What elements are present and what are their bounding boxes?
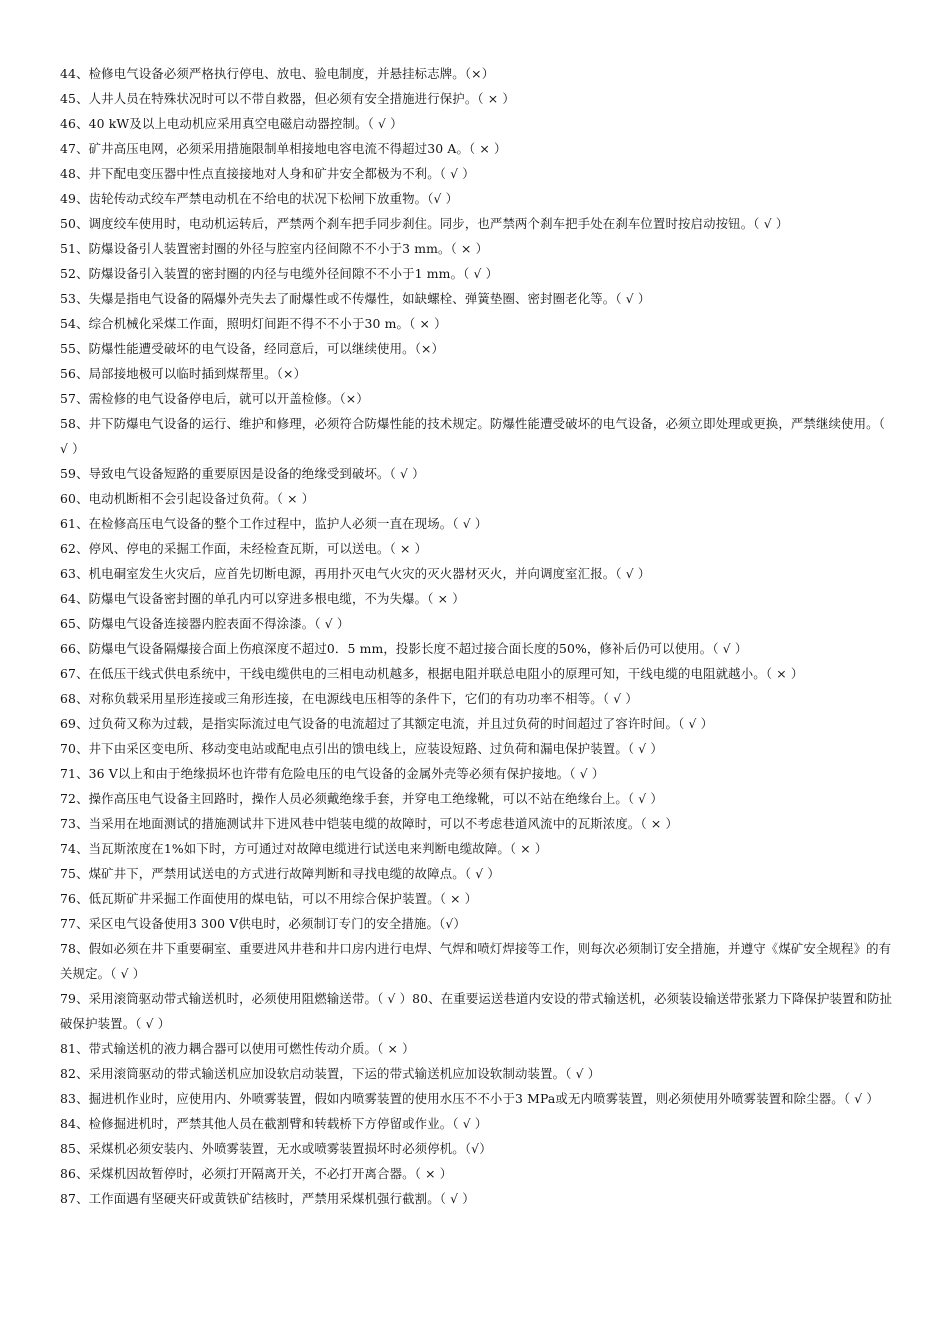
- question-81: 81、带式输送机的液力耦合器可以使用可燃性传动介质。（ × ）: [60, 1041, 415, 1056]
- question-54: 54、综合机械化采煤工作面，照明灯间距不得不不小于30 m。（ × ）: [60, 316, 447, 331]
- question-53: 53、失爆是指电气设备的隔爆外壳失去了耐爆性或不传爆性，如缺螺栓、弹簧垫圈、密封圈老化等。（ √ ）: [60, 291, 651, 306]
- question-46: 46、40 kW及以上电动机应采用真空电磁启动器控制。（ √ ）: [60, 116, 403, 131]
- question-48: 48、井下配电变压器中性点直接接地对人身和矿井安全都极为不利。（ √ ）: [60, 166, 475, 181]
- question-83: 83、掘进机作业时，应使用内、外喷雾装置，假如内喷雾装置的使用水压不不小于3 MPa或无内喷雾装置，则必须使用外喷雾装置和除尘器。（ √ ）: [60, 1091, 879, 1106]
- question-67: 67、在低压干线式供电系统中，干线电缆供电的三相电动机越多，根据电阻并联总电阻小的原理可知，干线电缆的电阻就越小。（ × ）: [60, 666, 804, 681]
- question-45: 45、人井人员在特殊状况时可以不带自救器，但必须有安全措施进行保护。（ × ）: [60, 91, 515, 106]
- question-78: 78、假如必须在井下重要硐室、重要进风井巷和井口房内进行电焊、气焊和喷灯焊接等工作，则每次必须制订安全措施，并遵守《煤矿安全规程》的有关规定。（ √ ）: [60, 941, 892, 981]
- question-44: 44、检修电气设备必须严格执行停电、放电、验电制度，并悬挂标志牌。（×）: [60, 66, 495, 81]
- question-71: 71、36 V以上和由于绝缘损坏也许带有危险电压的电气设备的金属外壳等必须有保护接地。（ √ ）: [60, 766, 605, 781]
- question-84: 84、检修掘进机时，严禁其他人员在截割臂和转载桥下方停留或作业。（ √ ）: [60, 1116, 488, 1131]
- question-70: 70、井下由采区变电所、移动变电站或配电点引出的馈电线上，应装设短路、过负荷和漏电保护装置。（ √ ）: [60, 741, 663, 756]
- question-65: 65、防爆电气设备连接器内腔表面不得涂漆。（ √ ）: [60, 616, 350, 631]
- question-87: 87、工作面遇有坚硬夹矸或黄铁矿结核时，严禁用采煤机强行截割。（ √ ）: [60, 1191, 475, 1206]
- question-47: 47、矿井高压电网，必须采用措施限制单相接地电容电流不得超过30 A。（ × ）: [60, 141, 507, 156]
- question-55: 55、防爆性能遭受破坏的电气设备，经同意后，可以继续使用。（×）: [60, 341, 445, 356]
- question-50: 50、调度绞车使用时，电动机运转后，严禁两个刹车把手同步刹住。同步，也严禁两个刹车把手处在刹车位置时按启动按钮。（ √ ）: [60, 216, 789, 231]
- question-61: 61、在检修高压电气设备的整个工作过程中，监护人必须一直在现场。（ √ ）: [60, 516, 488, 531]
- question-74: 74、当瓦斯浓度在1%如下时，方可通过对故障电缆进行试送电来判断电缆故障。（ × ）: [60, 841, 548, 856]
- question-58: 58、井下防爆电气设备的运行、维护和修理，必须符合防爆性能的技术规定。防爆性能遭受破坏的电气设备，必须立即处理或更换，严禁继续使用。（ √ ）: [60, 416, 886, 456]
- question-68: 68、对称负载采用星形连接或三角形连接，在电源线电压相等的条件下，它们的有功功率不相等。（ √ ）: [60, 691, 638, 706]
- question-63: 63、机电硐室发生火灾后，应首先切断电源，再用扑灭电气火灾的灭火器材灭火，并向调度室汇报。（ √ ）: [60, 566, 651, 581]
- question-86: 86、采煤机因故暂停时，必须打开隔离开关，不必打开离合器。（ × ）: [60, 1166, 453, 1181]
- question-66: 66、防爆电气设备隔爆接合面上伤痕深度不超过0．5 mm，投影长度不超过接合面长度的50%，修补后仍可以使用。（ √ ）: [60, 641, 748, 656]
- question-73: 73、当采用在地面测试的措施测试井下进风巷中铠装电缆的故障时，可以不考虑巷道风流中的瓦斯浓度。（ × ）: [60, 816, 678, 831]
- question-56: 56、局部接地极可以临时插到煤帮里。（×）: [60, 366, 307, 381]
- question-85: 85、采煤机必须安装内、外喷雾装置，无水或喷雾装置损坏时必须停机。（√）: [60, 1141, 492, 1156]
- question-75: 75、煤矿井下，严禁用试送电的方式进行故障判断和寻找电缆的故障点。（ √ ）: [60, 866, 500, 881]
- question-77: 77、采区电气设备使用3 300 V供电时，必须制订专门的安全措施。（√）: [60, 916, 466, 931]
- question-60: 60、电动机断相不会引起设备过负荷。（ × ）: [60, 491, 315, 506]
- question-72: 72、操作高压电气设备主回路时，操作人员必须戴绝缘手套，并穿电工绝缘靴，可以不站在绝缘台上。（ √ ）: [60, 791, 663, 806]
- question-49: 49、齿轮传动式绞车严禁电动机在不给电的状况下松闸下放重物。（√ ）: [60, 191, 459, 206]
- question-64: 64、防爆电气设备密封圈的单孔内可以穿进多根电缆，不为失爆。（ × ）: [60, 591, 465, 606]
- question-62: 62、停风、停电的采掘工作面，未经检查瓦斯，可以送电。（ × ）: [60, 541, 428, 556]
- question-52: 52、防爆设备引入装置的密封圈的内径与电缆外径间隙不不小于1 mm。（ √ ）: [60, 266, 499, 281]
- question-69: 69、过负荷又称为过载，是指实际流过电气设备的电流超过了其额定电流，并且过负荷的时间超过了容许时间。（ √ ）: [60, 716, 714, 731]
- question-57: 57、需检修的电气设备停电后，就可以开盖检修。（×）: [60, 391, 369, 406]
- question-51: 51、防爆设备引人装置密封圈的外径与腔室内径间隙不不小于3 mm。（ × ）: [60, 241, 489, 256]
- document-page: [60, 61, 895, 1211]
- question-82: 82、采用滚筒驱动的带式输送机应加设软启动装置，下运的带式输送机应加设软制动装置。（ √ ）: [60, 1066, 601, 1081]
- question-76: 76、低瓦斯矿井采掘工作面使用的煤电钻，可以不用综合保护装置。（ × ）: [60, 891, 478, 906]
- question-79-80: 79、采用滚筒驱动带式输送机时，必须使用阻燃输送带。（ √ ）80、在重要运送巷道内安设的带式输送机，必须装设输送带张紧力下降保护装置和防扯破保护装置。（ √ ）: [60, 991, 893, 1031]
- question-59: 59、导致电气设备短路的重要原因是设备的绝缘受到破坏。（ √ ）: [60, 466, 425, 481]
